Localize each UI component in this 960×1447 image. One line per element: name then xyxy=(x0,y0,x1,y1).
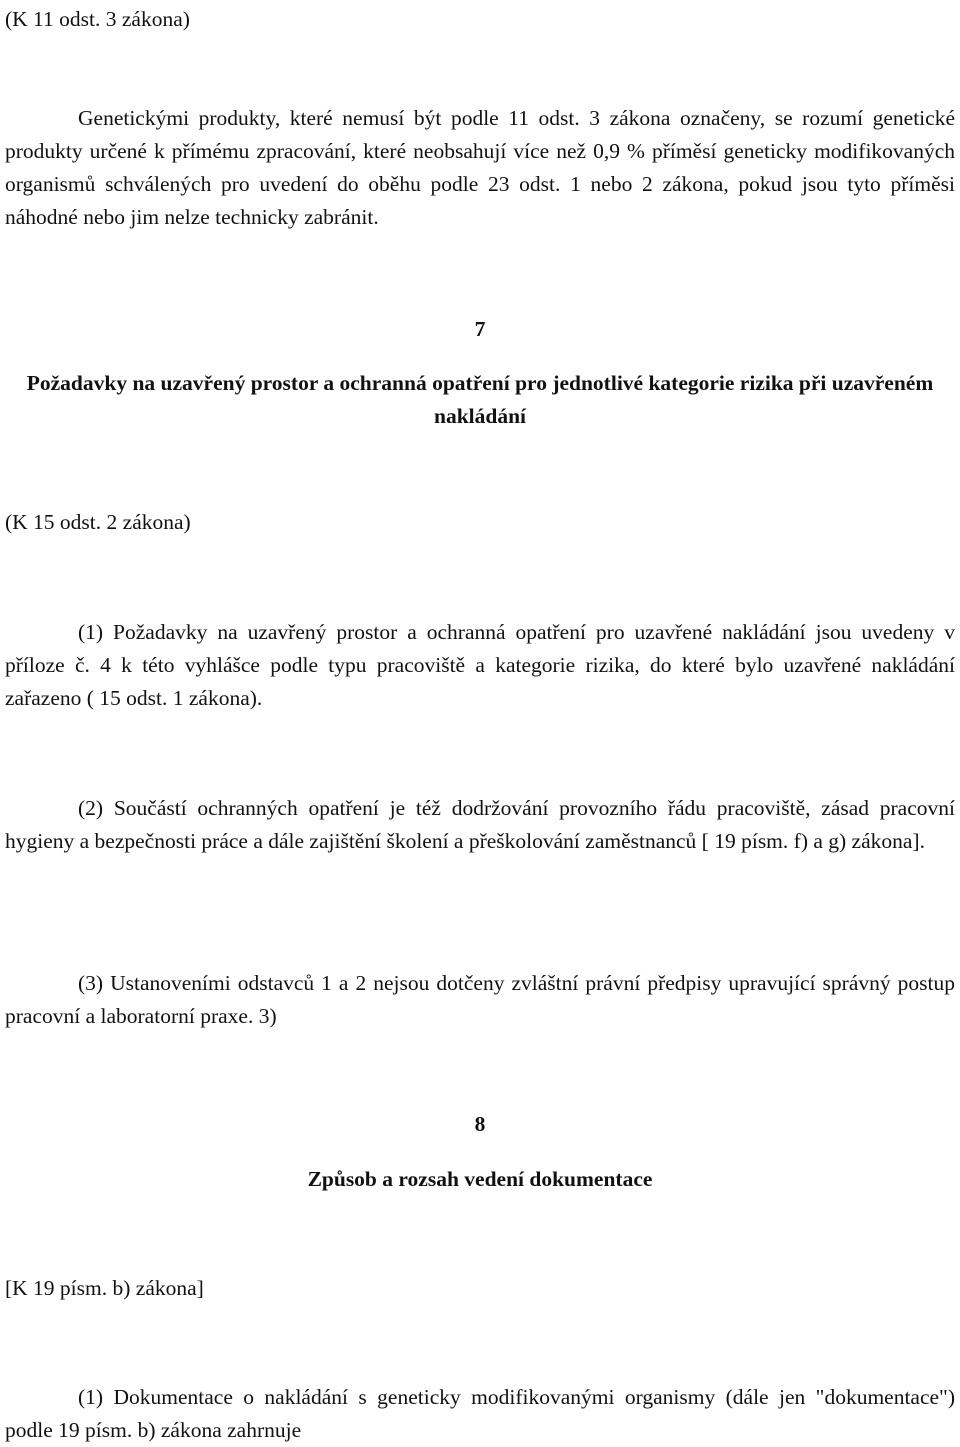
paragraph: Genetickými produkty, které nemusí být podle 11 odst. 3 zákona označeny, se rozumí genetické produkty určené k přímému zpracování, které neobsahují více než 0,9 % příměsí geneticky modifikovaných organismů schválených pro uvedení do oběhu podle 23 odst. 1 nebo 2 zákona, pokud jsou tyto příměsi náhodné nebo jim nelze technicky zabránit. xyxy=(5,106,955,229)
section-title: Způsob a rozsah vedení dokumentace xyxy=(307,1167,653,1191)
section-title: Požadavky na uzavřený prostor a ochranná opatření pro jednotlivé kategorie rizika při uzavřeném nakládání xyxy=(26,371,934,428)
paragraph: (3) Ustanoveními odstavců 1 a 2 nejsou dotčeny zvláštní právní předpisy upravující správný postup pracovní a laboratorní praxe. 3) xyxy=(5,971,955,1028)
paragraph: (1) Dokumentace o nakládání s geneticky modifikovanými organismy (dále jen "dokumentace") podle 19 písm. b) zákona zahrnuje xyxy=(5,1385,955,1442)
legal-reference: [K 19 písm. b) zákona] xyxy=(5,1276,204,1300)
paragraph: (1) Požadavky na uzavřený prostor a ochranná opatření pro uzavřené nakládání jsou uvedeny v příloze č. 4 k této vyhlášce podle typu pracoviště a kategorie rizika, do které bylo uzavřené nakládání zařazeno ( 15 odst. 1 zákona). xyxy=(5,620,955,710)
section-number: 8 xyxy=(474,1112,486,1136)
section-number: 7 xyxy=(474,317,486,341)
paragraph: (2) Součástí ochranných opatření je též dodržování provozního řádu pracoviště, zásad pracovní hygieny a bezpečnosti práce a dále zajištění školení a přeškolování zaměstnanců [ 19 písm. f) a g) zákona]. xyxy=(5,796,955,853)
legal-reference: (K 15 odst. 2 zákona) xyxy=(5,510,191,534)
legal-reference: (K 11 odst. 3 zákona) xyxy=(5,7,190,31)
